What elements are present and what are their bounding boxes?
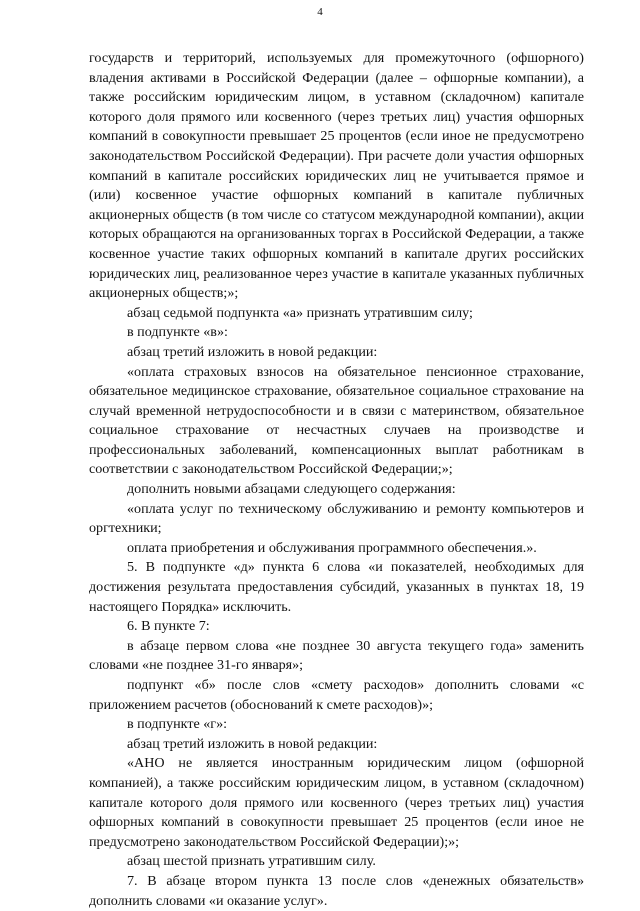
- paragraph: в подпункте «г»:: [127, 716, 228, 733]
- paragraph: 5. В подпункте «д» пункта 6 слова «и показателей, необходимых для достижения результата предоставления субсидий, указанных в пунктах 18, 19 настоящего Порядка» исключить.: [89, 559, 584, 615]
- paragraph: «АНО не является иностранным юридическим лицом (офшорной компанией), а также российским юридическим лицом, в уставном (складочном) капитале которого доля прямого или косвенного (через третьих лиц) участия офшорных компаний в совокупности превышает 25 процентов (если иное не предусмотрено законодательством Российской Федерации);»;: [89, 755, 584, 850]
- paragraph: подпункт «б» после слов «смету расходов» дополнить словами «с приложением расчетов (обоснований к смете расходов)»;: [89, 677, 584, 713]
- paragraph: абзац седьмой подпункта «а» признать утратившим силу;: [127, 304, 473, 321]
- paragraph: «оплата страховых взносов на обязательное пенсионное страхование, обязательное медицинское страхование, обязательное социальное страхование на случай временной нетрудоспособности и в связи с материнством, обязательное социальное страхование от несчастных случаев на производстве и профессиональных заболеваний, компенсационных выплат работникам в соответствии с законодательством Российской Федерации;»;: [89, 363, 584, 478]
- paragraph: абзац третий изложить в новой редакции:: [127, 343, 378, 360]
- document-body: [89, 49, 584, 911]
- paragraph: оплата приобретения и обслуживания программного обеспечения.».: [127, 539, 537, 556]
- paragraph: в подпункте «в»:: [127, 324, 228, 341]
- paragraph: 7. В абзаце втором пункта 13 после слов «денежных обязательств» дополнить словами «и оказание услуг».: [89, 872, 584, 909]
- paragraph: 6. В пункте 7:: [127, 618, 210, 635]
- page-number: 4: [317, 6, 323, 18]
- paragraph: «оплата услуг по техническому обслуживанию и ремонту компьютеров и оргтехники;: [89, 500, 584, 537]
- paragraph: в абзаце первом слова «не позднее 30 августа текущего года» заменить словами «не позднее 31-го января»;: [89, 637, 584, 674]
- paragraph: дополнить новыми абзацами следующего содержания:: [127, 481, 456, 498]
- paragraph: абзац третий изложить в новой редакции:: [127, 735, 378, 752]
- paragraph: абзац шестой признать утратившим силу.: [127, 853, 376, 870]
- paragraph: государств и территорий, используемых для промежуточного (офшорного) владения активами в Российской Федерации (далее – офшорные компании), а также российским юридическим лицом, в уставном (складочном) капитале которого доля прямого или косвенного (через третьих лиц) участия офшорных компаний в совокупности превышает 25 процентов (если иное не предусмотрено законодательством Российской Федерации). При расчете доли участия офшорных компаний в капитале российских юридических лиц не учитывается прямое и (или) косвенное участие офшорных компаний в капитале публичных акционерных обществ (в том числе со статусом международной компании), акции которых обращаются на организованных торгах в Российской Федерации, а также косвенное участие таких офшорных компаний в капитале других российских юридических лиц, реализованное через участие в капитале указанных публичных акционерных обществ;»;: [89, 50, 584, 302]
